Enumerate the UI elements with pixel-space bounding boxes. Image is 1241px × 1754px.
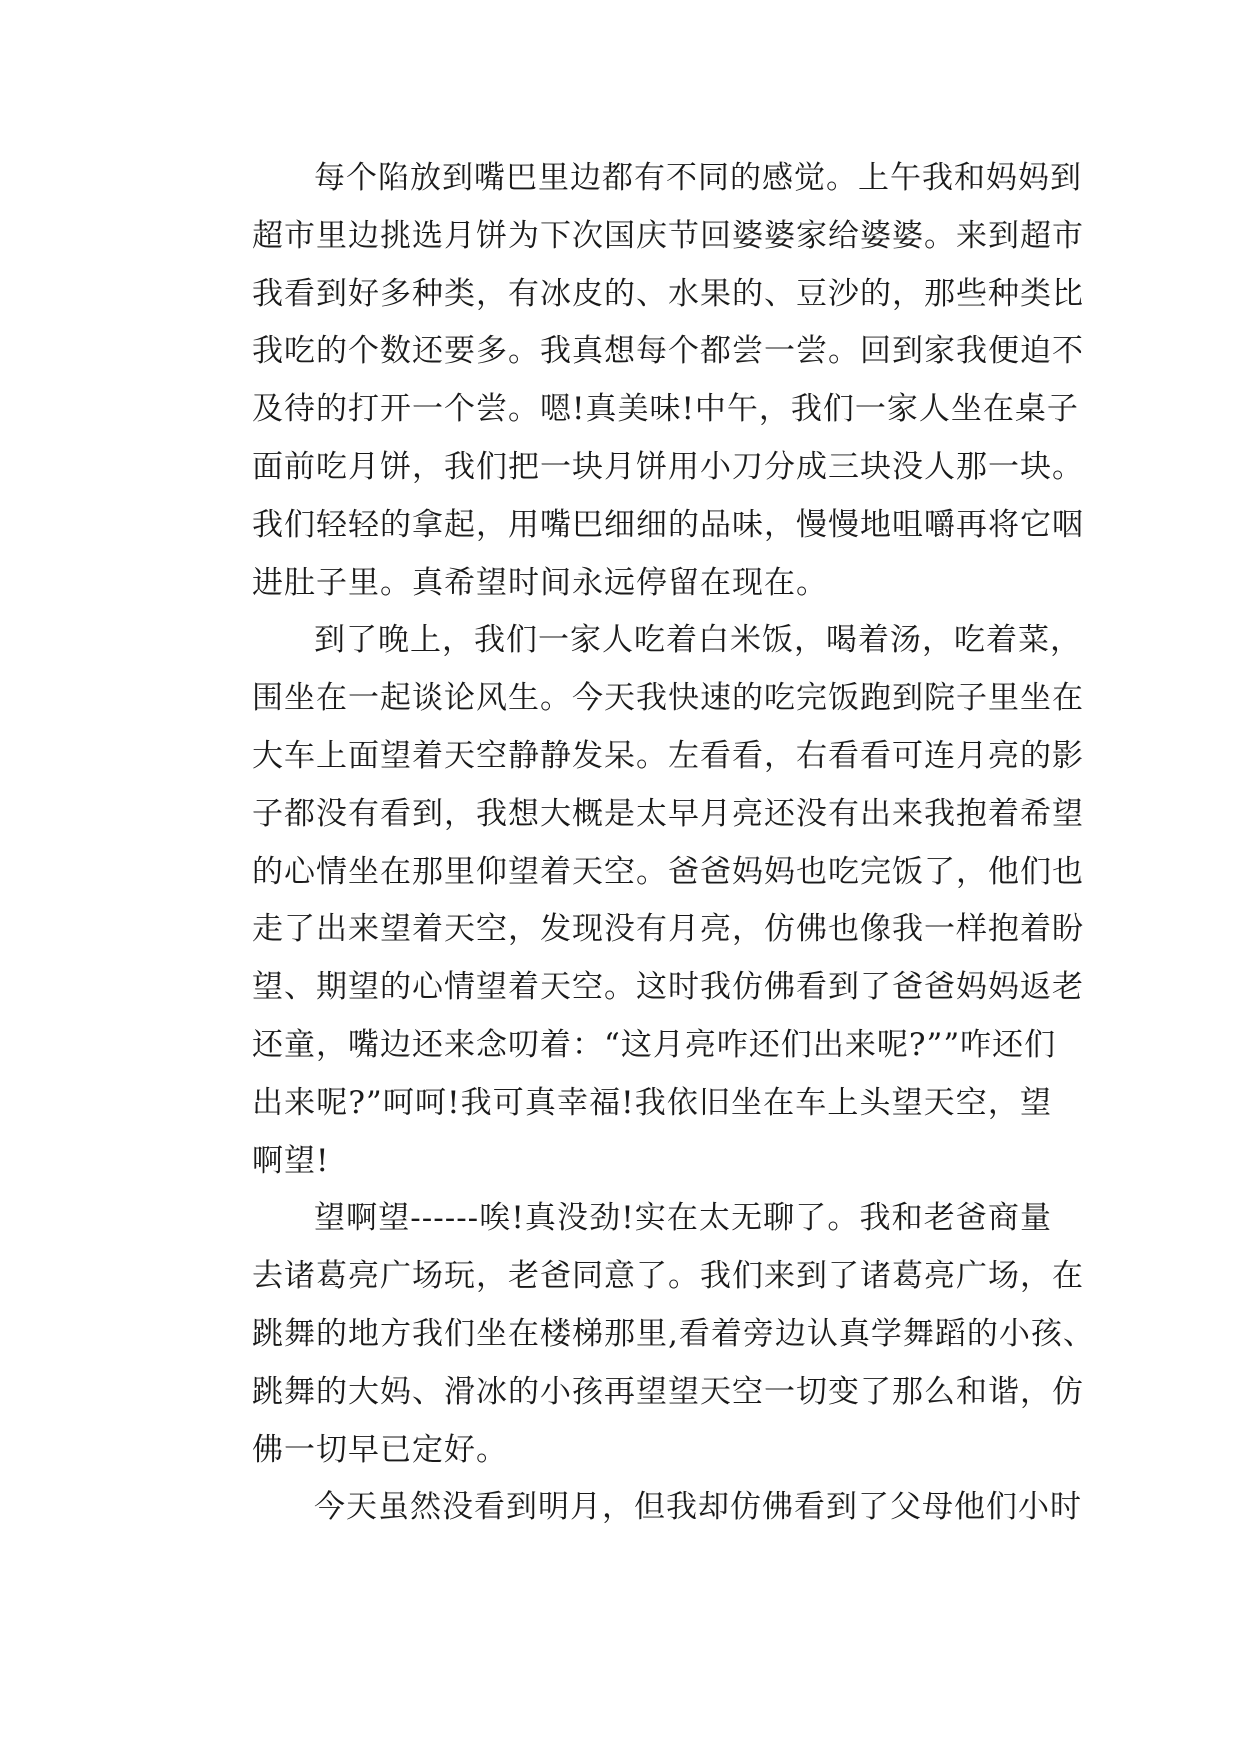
text-line: 今天虽然没看到明月，但我却仿佛看到了父母他们小时 <box>314 1489 1082 1526</box>
text-line: 我吃的个数还要多。我真想每个都尝一尝。回到家我便迫不 <box>252 333 1084 370</box>
text-line: 还童，嘴边还来念叨着：“这月亮咋还们出来呢?””咋还们 <box>252 1026 1057 1063</box>
paragraph-2 <box>190 612 1084 1190</box>
text-line: 去诸葛亮广场玩，老爸同意了。我们来到了诸葛亮广场，在 <box>252 1258 1084 1295</box>
text-line: 的心情坐在那里仰望着天空。爸爸妈妈也吃完饭了，他们也 <box>252 853 1084 890</box>
document-page <box>190 150 1095 1537</box>
text-line: 我们轻轻的拿起，用嘴巴细细的品味，慢慢地咀嚼再将它咽 <box>252 506 1084 543</box>
text-line: 望、期望的心情望着天空。这时我仿佛看到了爸爸妈妈返老 <box>252 969 1084 1006</box>
text-line: 走了出来望着天空，发现没有月亮，仿佛也像我一样抱着盼 <box>252 911 1084 948</box>
paragraph-3 <box>190 1190 1095 1479</box>
text-line: 面前吃月饼，我们把一块月饼用小刀分成三块没人那一块。 <box>252 448 1084 485</box>
text-line: 每个陷放到嘴巴里边都有不同的感觉。上午我和妈妈到 <box>314 160 1082 196</box>
text-line: 佛一切早已定好。 <box>252 1431 508 1468</box>
text-line: 大车上面望着天空静静发呆。左看看，右看看可连月亮的影 <box>252 737 1084 774</box>
paragraph-1 <box>190 150 1084 612</box>
text-line: 出来呢?”呵呵!我可真幸福!我依旧坐在车上头望天空，望 <box>252 1084 1052 1121</box>
text-line: 进肚子里。真希望时间永远停留在现在。 <box>252 564 828 601</box>
text-line: 跳舞的地方我们坐在楼梯那里,看着旁边认真学舞蹈的小孩、 <box>252 1315 1095 1352</box>
text-line: 我看到好多种类，有冰皮的、水果的、豆沙的，那些种类比 <box>252 275 1084 312</box>
paragraph-4 <box>190 1479 1082 1537</box>
text-line: 啊望! <box>252 1142 330 1179</box>
text-line: 及待的打开一个尝。嗯!真美味!中午，我们一家人坐在桌子 <box>252 391 1079 428</box>
text-line: 跳舞的大妈、滑冰的小孩再望望天空一切变了那么和谐，仿 <box>252 1373 1084 1410</box>
text-line: 望啊望------唉!真没劲!实在太无聊了。我和老爸商量 <box>314 1200 1052 1237</box>
text-line: 到了晚上，我们一家人吃着白米饭，喝着汤，吃着菜， <box>314 622 1082 659</box>
text-line: 超市里边挑选月饼为下次国庆节回婆婆家给婆婆。来到超市 <box>252 217 1084 254</box>
text-line: 子都没有看到，我想大概是太早月亮还没有出来我抱着希望 <box>252 795 1084 832</box>
text-line: 围坐在一起谈论风生。今天我快速的吃完饭跑到院子里坐在 <box>252 680 1084 717</box>
